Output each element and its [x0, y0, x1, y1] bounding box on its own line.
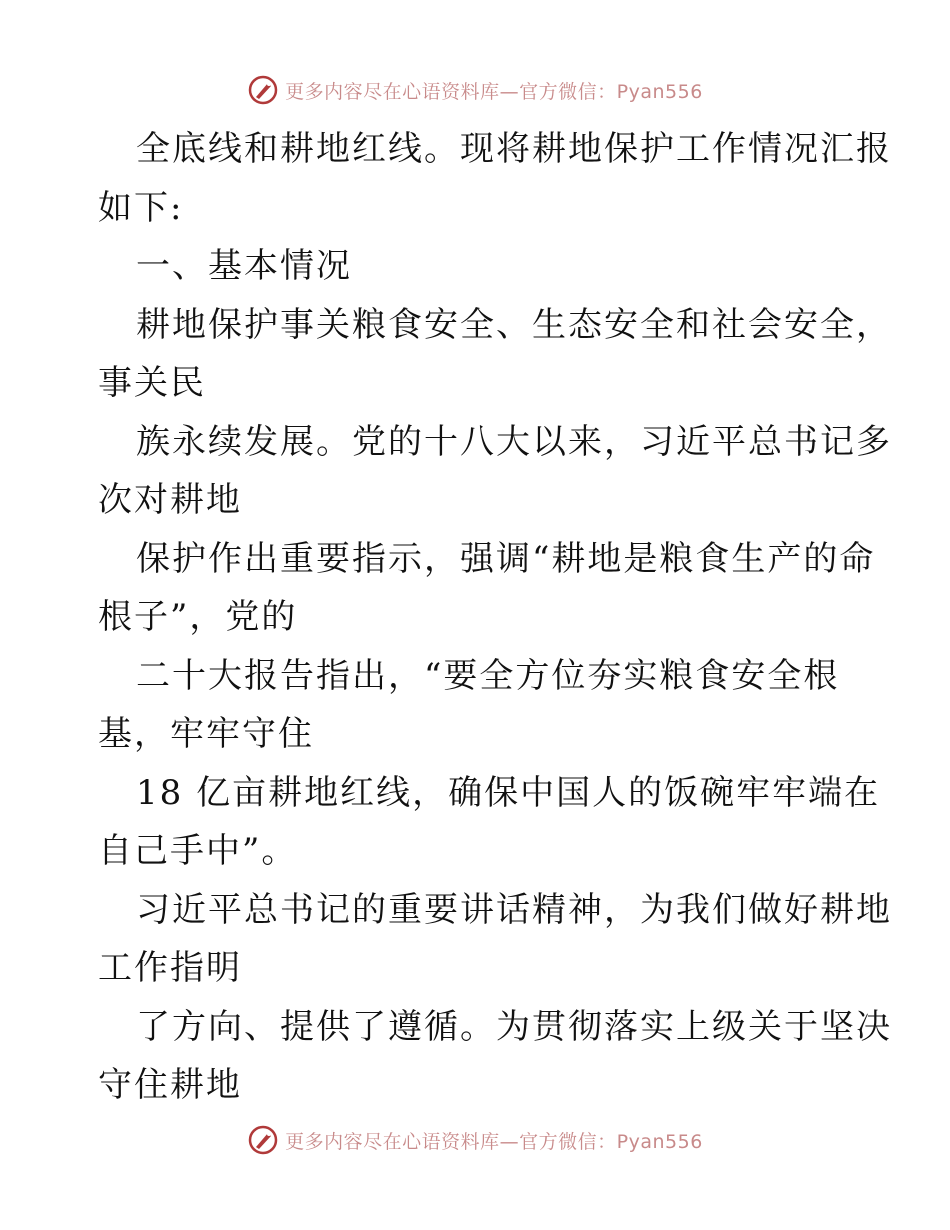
text-line: 保护作出重要指示，强调“耕地是粮食生产的命	[136, 538, 876, 579]
text-line: 习近平总书记的重要讲话精神，为我们做好耕地	[136, 889, 892, 930]
text-line: 基，牢牢守住	[98, 714, 314, 754]
text-line: 族永续发展。党的十八大以来，习近平总书记多	[136, 421, 892, 462]
text-line: 如下:	[98, 187, 184, 228]
text-line: 全底线和耕地红线。现将耕地保护工作情况汇报	[136, 129, 892, 169]
text-line: 事关民	[98, 363, 206, 403]
pen-logo-icon	[247, 74, 279, 106]
text-line: 工作指明	[98, 948, 242, 988]
section-heading: 一、基本情况	[136, 246, 352, 286]
text-line: 18 亿亩耕地红线，确保中国人的饭碗牢牢端在	[136, 772, 881, 813]
text-line: 耕地保护事关粮食安全、生态安全和社会安全，	[136, 304, 892, 345]
header-watermark-text: 更多内容尽在心语资料库—官方微信：Pyan556	[285, 80, 703, 103]
document-body	[98, 120, 892, 1115]
text-line: 根子”，党的	[98, 597, 298, 637]
text-line: 了方向、提供了遵循。为贯彻落实上级关于坚决	[136, 1006, 892, 1047]
header-watermark	[0, 70, 950, 110]
text-line: 守住耕地	[98, 1065, 242, 1105]
text-line: 自己手中”。	[98, 831, 298, 871]
pen-logo-icon	[247, 1124, 279, 1156]
footer-watermark-text: 更多内容尽在心语资料库—官方微信：Pyan556	[285, 1130, 703, 1153]
text-line: 二十大报告指出，“要全方位夯实粮食安全根	[136, 655, 840, 696]
footer-watermark	[0, 1120, 950, 1160]
text-line: 次对耕地	[98, 480, 242, 520]
